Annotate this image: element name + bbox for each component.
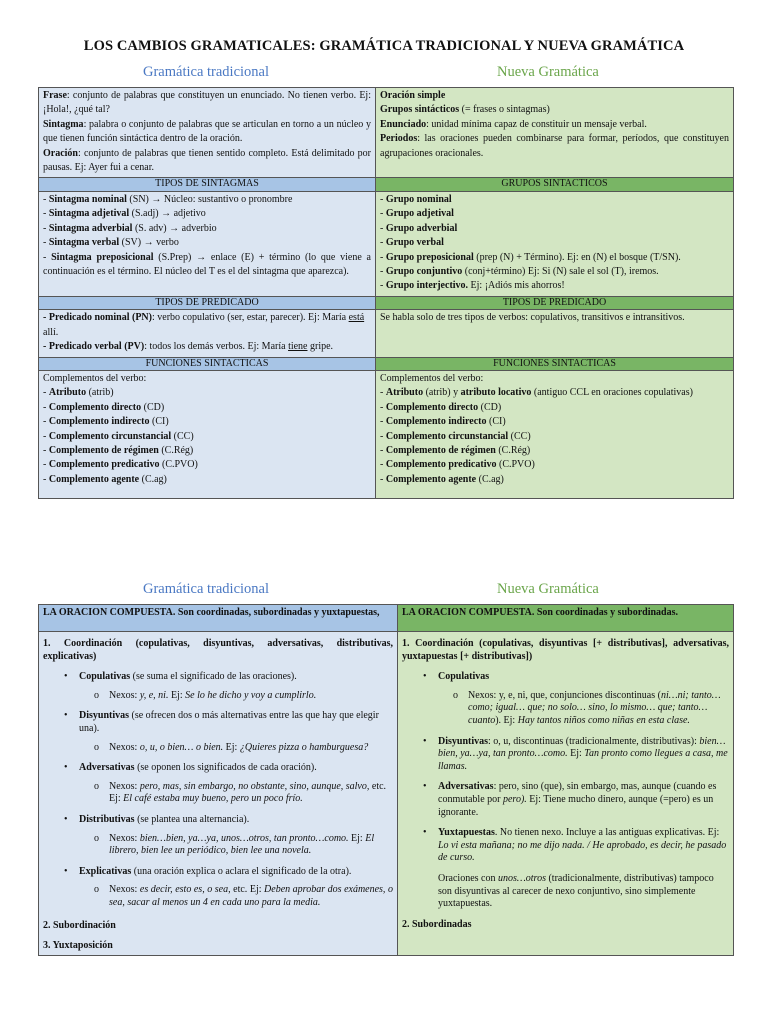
section-header-sintagmas: TIPOS DE SINTAGMAS [39, 178, 376, 192]
list-item: • Explicativas (una oración explica o aclara el significado de la otra). [64, 865, 352, 877]
sintagma-list: - Sintagma nominal (SN) → Núcleo: sustantivo o pronombre - Sintagma adjetival (S.adj) → adjetivo - Sintagma adverbial (S. adv) → adverbio - Sintagma verbal (SV) → verbo - Sintagma preposicional (S.Prep) → enlace (E) + término (lo que viene a continuación es el término. El núcleo del T es el del sintagma que aparezca). [39, 191, 376, 296]
list-item: o Nexos: y, e, ni, que, conjunciones discontinuas (ni…ni; tanto…como; igual… que; no solo… sino, lo mismo… que; tanto… cuanto). Ej: Hay tantos niños como niñas en esta clase. [453, 689, 721, 726]
section-header-funciones-trad: FUNCIONES SINTACTICAS [39, 357, 376, 371]
header-traditional-2: Gramática tradicional [143, 581, 270, 597]
list-item: • Copulativas [423, 671, 490, 683]
funciones-list-new: Complementos del verbo: - Atributo (atrib) y atributo locativo (antiguo CCL en oraciones copulativas) - Complemento directo (CD) - Complemento indirecto (CI) - Complemento circunstancial (CC) - Complemento de régimen (C.Rég) - Complemento predicativo (C.PVO) - Complemento agente (C.ag) [376, 371, 734, 499]
compound-trad-body: 1. Coordinación (copulativas, disyuntivas, adversativas, distributivas, explicativas) • Copulativas (se suma el significado de las oraciones). o Nexos: y, e, ni. Ej: Se lo he dicho y voy a cumplirlo. • Disyuntivas (se ofrecen dos o más alternativas entre las que hay que elegir una). o Nexos: o, u, o bien… o bien. Ej: ¿Quieres pizza o hamburguesa? • Adversativas (se oponen los significados de cada oración). o Nexos: pero, mas, sin embargo, no obstante, sino, aunque, salvo, etc. Ej: El café estaba muy bueno, pero un poco frío. • Distributivas (se plantea una alternancia). o Nexos: bien…bien, ya…ya, unos…otros, tan pronto…como. Ej: El librero, bien lee un periódico, bien lee una novela. • Explicativas (una oración explica o aclara el significado de la otra). o Nexos: es decir, esto es, o sea, etc. Ej: Deben aprobar dos exámenes, o sea, sacar al menos un 4 en cada uno para la media. 2. Subordinación 3. Yuxtaposición [39, 632, 398, 956]
section-header-funciones-new: FUNCIONES SINTACTICAS [376, 357, 734, 371]
compound-new-body: 1. Coordinación (copulativas, disyuntivas [+ distributivas], adversativas, yuxtapuestas [+ distributivas]) • Copulativas o Nexos: y, e, ni, que, conjunciones discontinuas (ni…ni; tanto…como; igual… que; no solo… sino, lo mismo… que; tanto… cuanto). Ej: Hay tantos niños como niñas en esta clase. • Disyuntivas: o, u, discontinuas (tradicionalmente, distributivas): bien…bien, ya…ya, tan pronto…como. Ej: Tan pronto como llegues a casa, me llamas. • Adversativas: pero, sino (que), sin embargo, mas, aunque (cuando es conmutable por pero). Ej: Tiene mucho dinero, aunque (=pero) es un ignorante. • Yuxtapuestas. No tienen nexo. Incluye a las antiguas explicativas. Ej: Lo vi esta mañana; no me dijo nada. / He aprobado, es decir, he pasado de curso. Oraciones con unos…otros (tradicionalmente, distributivas) tampoco son disyuntivas al carecer de nexo conjuntivo, sino simplemente yuxtapuestas. 2. Subordinadas [398, 632, 734, 956]
predicado-new-text: Se habla solo de tres tipos de verbos: copulativos, transitivos e intransitivos. [376, 310, 734, 357]
header-new-2: Nueva Gramática [497, 581, 599, 597]
comparison-table-2 [38, 604, 734, 956]
section-header-predicado-trad: TIPOS DE PREDICADO [39, 296, 376, 310]
header-traditional: Gramática tradicional [143, 64, 270, 80]
comparison-table-1 [38, 87, 734, 499]
predicado-list: - Predicado nominal (PN): verbo copulativo (ser, estar, parecer). Ej: María está allí. - Predicado verbal (PV): todos los demás verbos. Ej: María tiene gripe. [39, 310, 376, 357]
definitions-traditional: Frase: conjunto de palabras que constituyen un enunciado. No tienen verbo. Ej: ¡Hola!, ¿qué tal? Sintagma: palabra o conjunto de palabras que se articulan en torno a un núcleo y que tienen función sintáctica dentro de la oración. Oración: conjunto de palabras que tienen sentido completo. Está delimitado por pausas. Ej: Ayer fui a cenar. [39, 88, 376, 178]
list-item: • Adversativas (se oponen los significados de cada oración). [64, 762, 317, 774]
compound-header-trad: LA ORACION COMPUESTA. Son coordinadas, subordinadas y yuxtapuestas, [39, 605, 398, 632]
list-item: o Nexos: pero, mas, sin embargo, no obstante, sino, aunque, salvo, etc. Ej: El café estaba muy bueno, pero un poco frío. [94, 780, 387, 805]
grupo-list: - Grupo nominal - Grupo adjetival - Grupo adverbial - Grupo verbal - Grupo preposicional (prep (N) + Término). Ej: en (N) el bosque (T/SN). - Grupo conjuntivo (conj+término) Ej: Si (N) sale el sol (T), iremos. - Grupo interjectivo. Ej: ¡Adiós mis ahorros! [376, 191, 734, 296]
header-new: Nueva Gramática [497, 64, 599, 80]
list-item: • Disyuntivas: o, u, discontinuas (tradicionalmente, distributivas): bien…bien, ya…ya, tan pronto…como. Ej: Tan pronto como llegues a casa, me llamas. [423, 735, 728, 772]
definitions-new: Oración simple Grupos sintácticos (= frases o sintagmas) Enunciado: unidad mínima capaz de constituir un mensaje verbal. Periodos: las oraciones pueden combinarse para formar, períodos, que constituyen agrupaciones oracionales. [376, 88, 734, 178]
list-item: o Nexos: es decir, esto es, o sea, etc. Ej: Deben aprobar dos exámenes, o sea, sacar al menos un 4 en cada uno para la media. [94, 884, 393, 908]
page-title: LOS CAMBIOS GRAMATICALES: GRAMÁTICA TRADICIONAL Y NUEVA GRAMÁTICA [83, 38, 685, 54]
section-header-grupos: GRUPOS SINTACTICOS [376, 178, 734, 192]
list-item: o Nexos: o, u, o bien… o bien. Ej: ¿Quieres pizza o hamburguesa? [94, 741, 369, 753]
list-item: • Yuxtapuestas. No tienen nexo. Incluye a las antiguas explicativas. Ej: Lo vi esta mañana; no me dijo nada. / He aprobado, es decir, he pasado de curso. [423, 827, 727, 864]
list-item: • Copulativas (se suma el significado de las oraciones). [64, 671, 297, 683]
list-item: Oraciones con unos…otros (tradicionalmente, distributivas) tampoco son disyuntivas al carecer de nexo conjuntivo, sino simplemente yuxtapuestas. [438, 872, 714, 910]
list-item: • Adversativas: pero, sino (que), sin embargo, mas, aunque (cuando es conmutable por pero). Ej: Tiene mucho dinero, aunque (=pero) es un ignorante. [423, 781, 717, 818]
compound-header-new: LA ORACION COMPUESTA. Son coordinadas y subordinadas. [398, 605, 734, 632]
list-item: o Nexos: y, e, ni. Ej: Se lo he dicho y voy a cumplirlo. [94, 689, 317, 701]
list-item: • Disyuntivas (se ofrecen dos o más alternativas entre las que hay que elegir una). [64, 710, 379, 734]
funciones-list-trad: Complementos del verbo: - Atributo (atrib) - Complemento directo (CD) - Complemento indirecto (CI) - Complemento circunstancial (CC) - Complemento de régimen (C.Rég) - Complemento predicativo (C.PVO) - Complemento agente (C.ag) [39, 371, 376, 499]
list-item: • Distributivas (se plantea una alternancia). [64, 813, 250, 825]
list-item: o Nexos: bien…bien, ya…ya, unos…otros, tan pronto…como. Ej: El librero, bien lee un periódico, bien lee una novela. [94, 832, 375, 857]
section-header-predicado-new: TIPOS DE PREDICADO [376, 296, 734, 310]
